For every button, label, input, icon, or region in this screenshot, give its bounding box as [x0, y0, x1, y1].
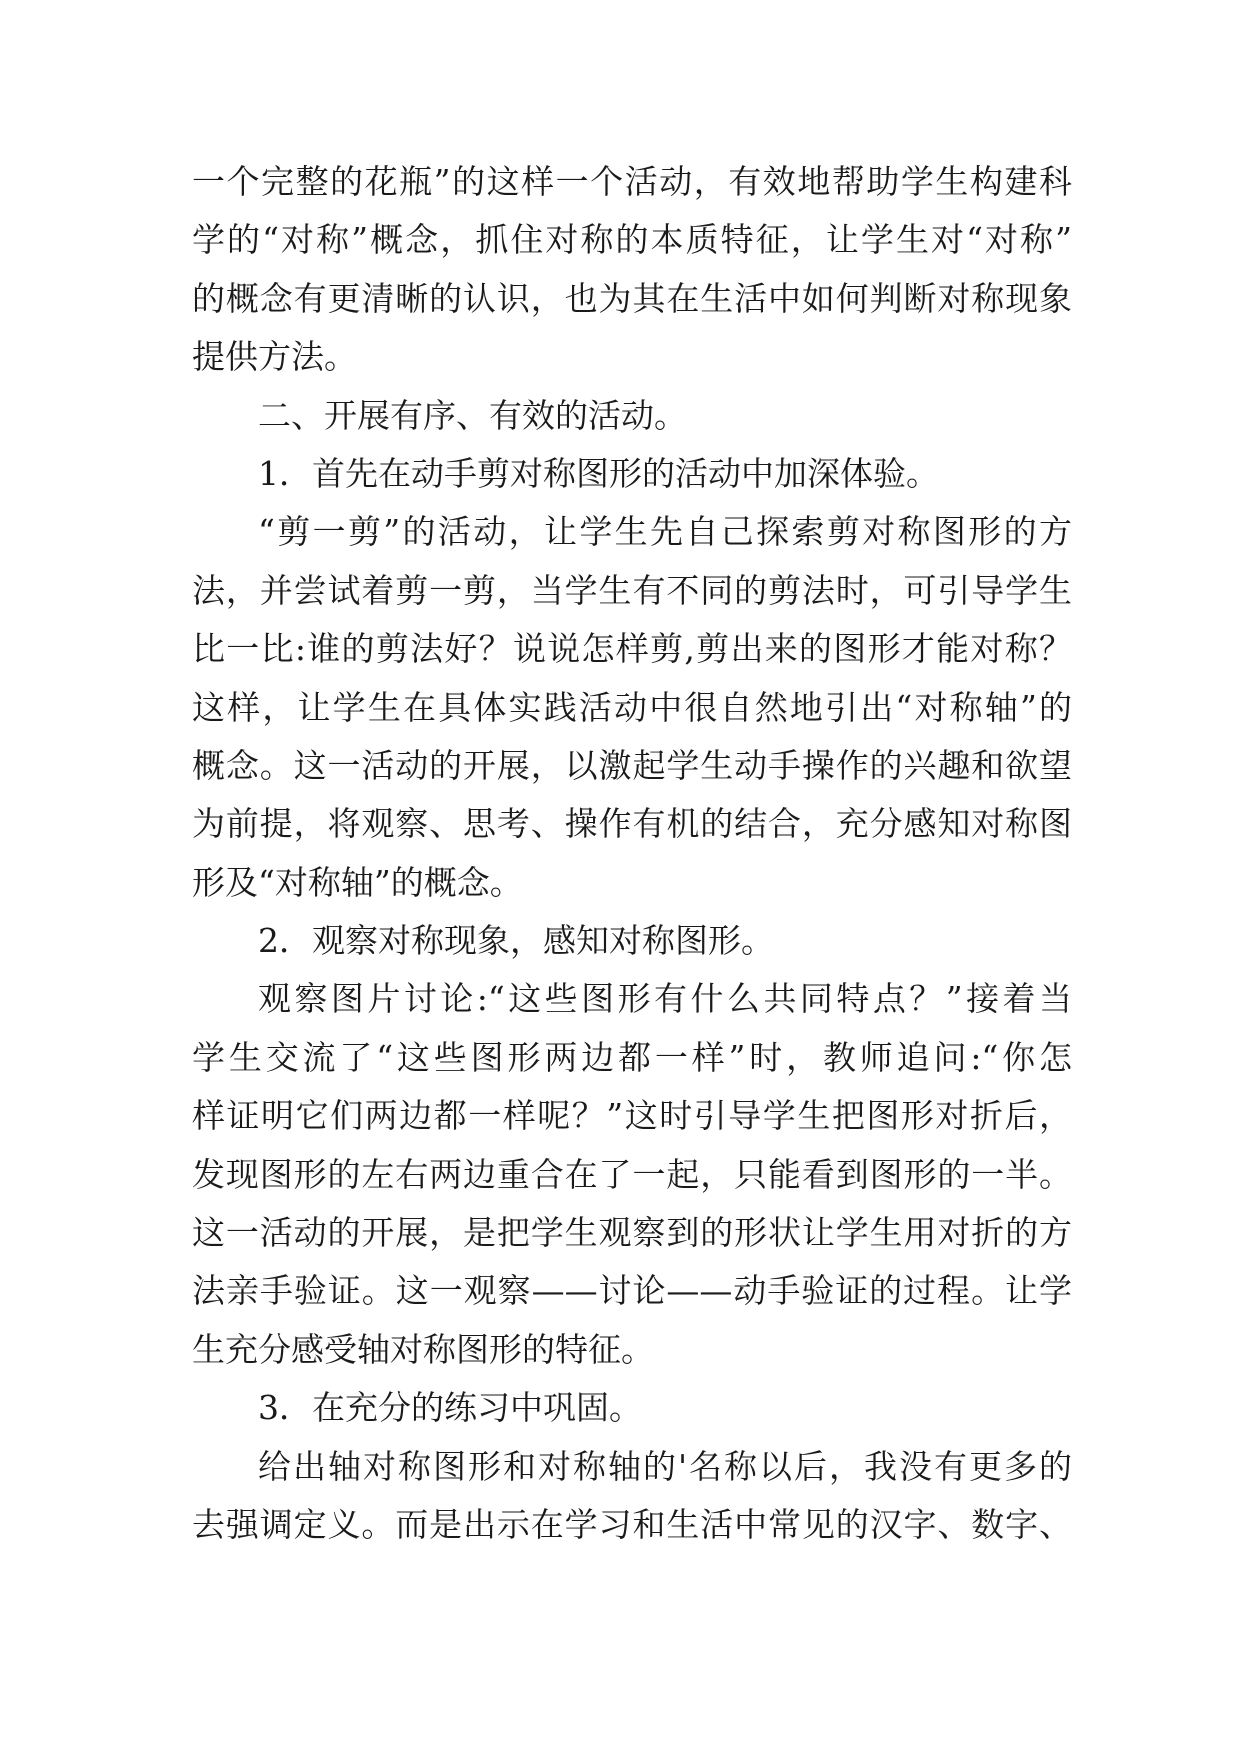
text-line: 2．观察对称现象，感知对称图形。 [258, 921, 774, 961]
text-line: 概念。这一活动的开展，以激起学生动手操作的兴趣和欲望 [192, 745, 1072, 785]
text-line: 比一比:谁的剪法好？说说怎样剪,剪出来的图形才能对称？ [192, 629, 1072, 669]
text-line: 二、开展有序、有效的活动。 [258, 395, 687, 435]
text-line: 提供方法。 [192, 337, 357, 377]
text-line: 这样，让学生在具体实践活动中很自然地引出“对称轴”的 [192, 687, 1072, 727]
text-line: “剪一剪”的活动，让学生先自己探索剪对称图形的方 [258, 512, 1072, 552]
text-line: 样证明它们两边都一样呢？”这时引导学生把图形对折后， [192, 1096, 1072, 1136]
text-line: 观察图片讨论:“这些图形有什么共同特点？”接着当 [258, 979, 1072, 1019]
text-line: 1．首先在动手剪对称图形的活动中加深体验。 [258, 453, 939, 493]
text-line: 学的“对称”概念，抓住对称的本质特征，让学生对“对称” [192, 220, 1072, 260]
text-line: 去强调定义。而是出示在学习和生活中常见的汉字、数字、 [192, 1504, 1072, 1544]
text-line: 一个完整的花瓶”的这样一个活动，有效地帮助学生构建科 [192, 162, 1072, 201]
text-line: 形及“对称轴”的概念。 [192, 862, 523, 902]
text-line: 发现图形的左右两边重合在了一起，只能看到图形的一半。 [192, 1154, 1072, 1194]
text-line: 生充分感受轴对称图形的特征。 [192, 1329, 654, 1369]
text-line: 法亲手验证。这一观察——讨论——动手验证的过程。让学 [192, 1271, 1072, 1311]
text-line: 学生交流了“这些图形两边都一样”时，教师追问:“你怎 [192, 1037, 1072, 1077]
text-line: 给出轴对称图形和对称轴的'名称以后，我没有更多的 [258, 1446, 1072, 1486]
text-line: 的概念有更清晰的认识，也为其在生活中如何判断对称现象 [192, 278, 1072, 318]
text-line: 为前提，将观察、思考、操作有机的结合，充分感知对称图 [192, 804, 1072, 844]
text-line: 法，并尝试着剪一剪，当学生有不同的剪法时，可引导学生 [192, 570, 1072, 610]
text-line: 这一活动的开展，是把学生观察到的形状让学生用对折的方 [192, 1213, 1072, 1253]
text-line: 3．在充分的练习中巩固。 [258, 1388, 642, 1428]
document-body [192, 153, 1072, 1554]
